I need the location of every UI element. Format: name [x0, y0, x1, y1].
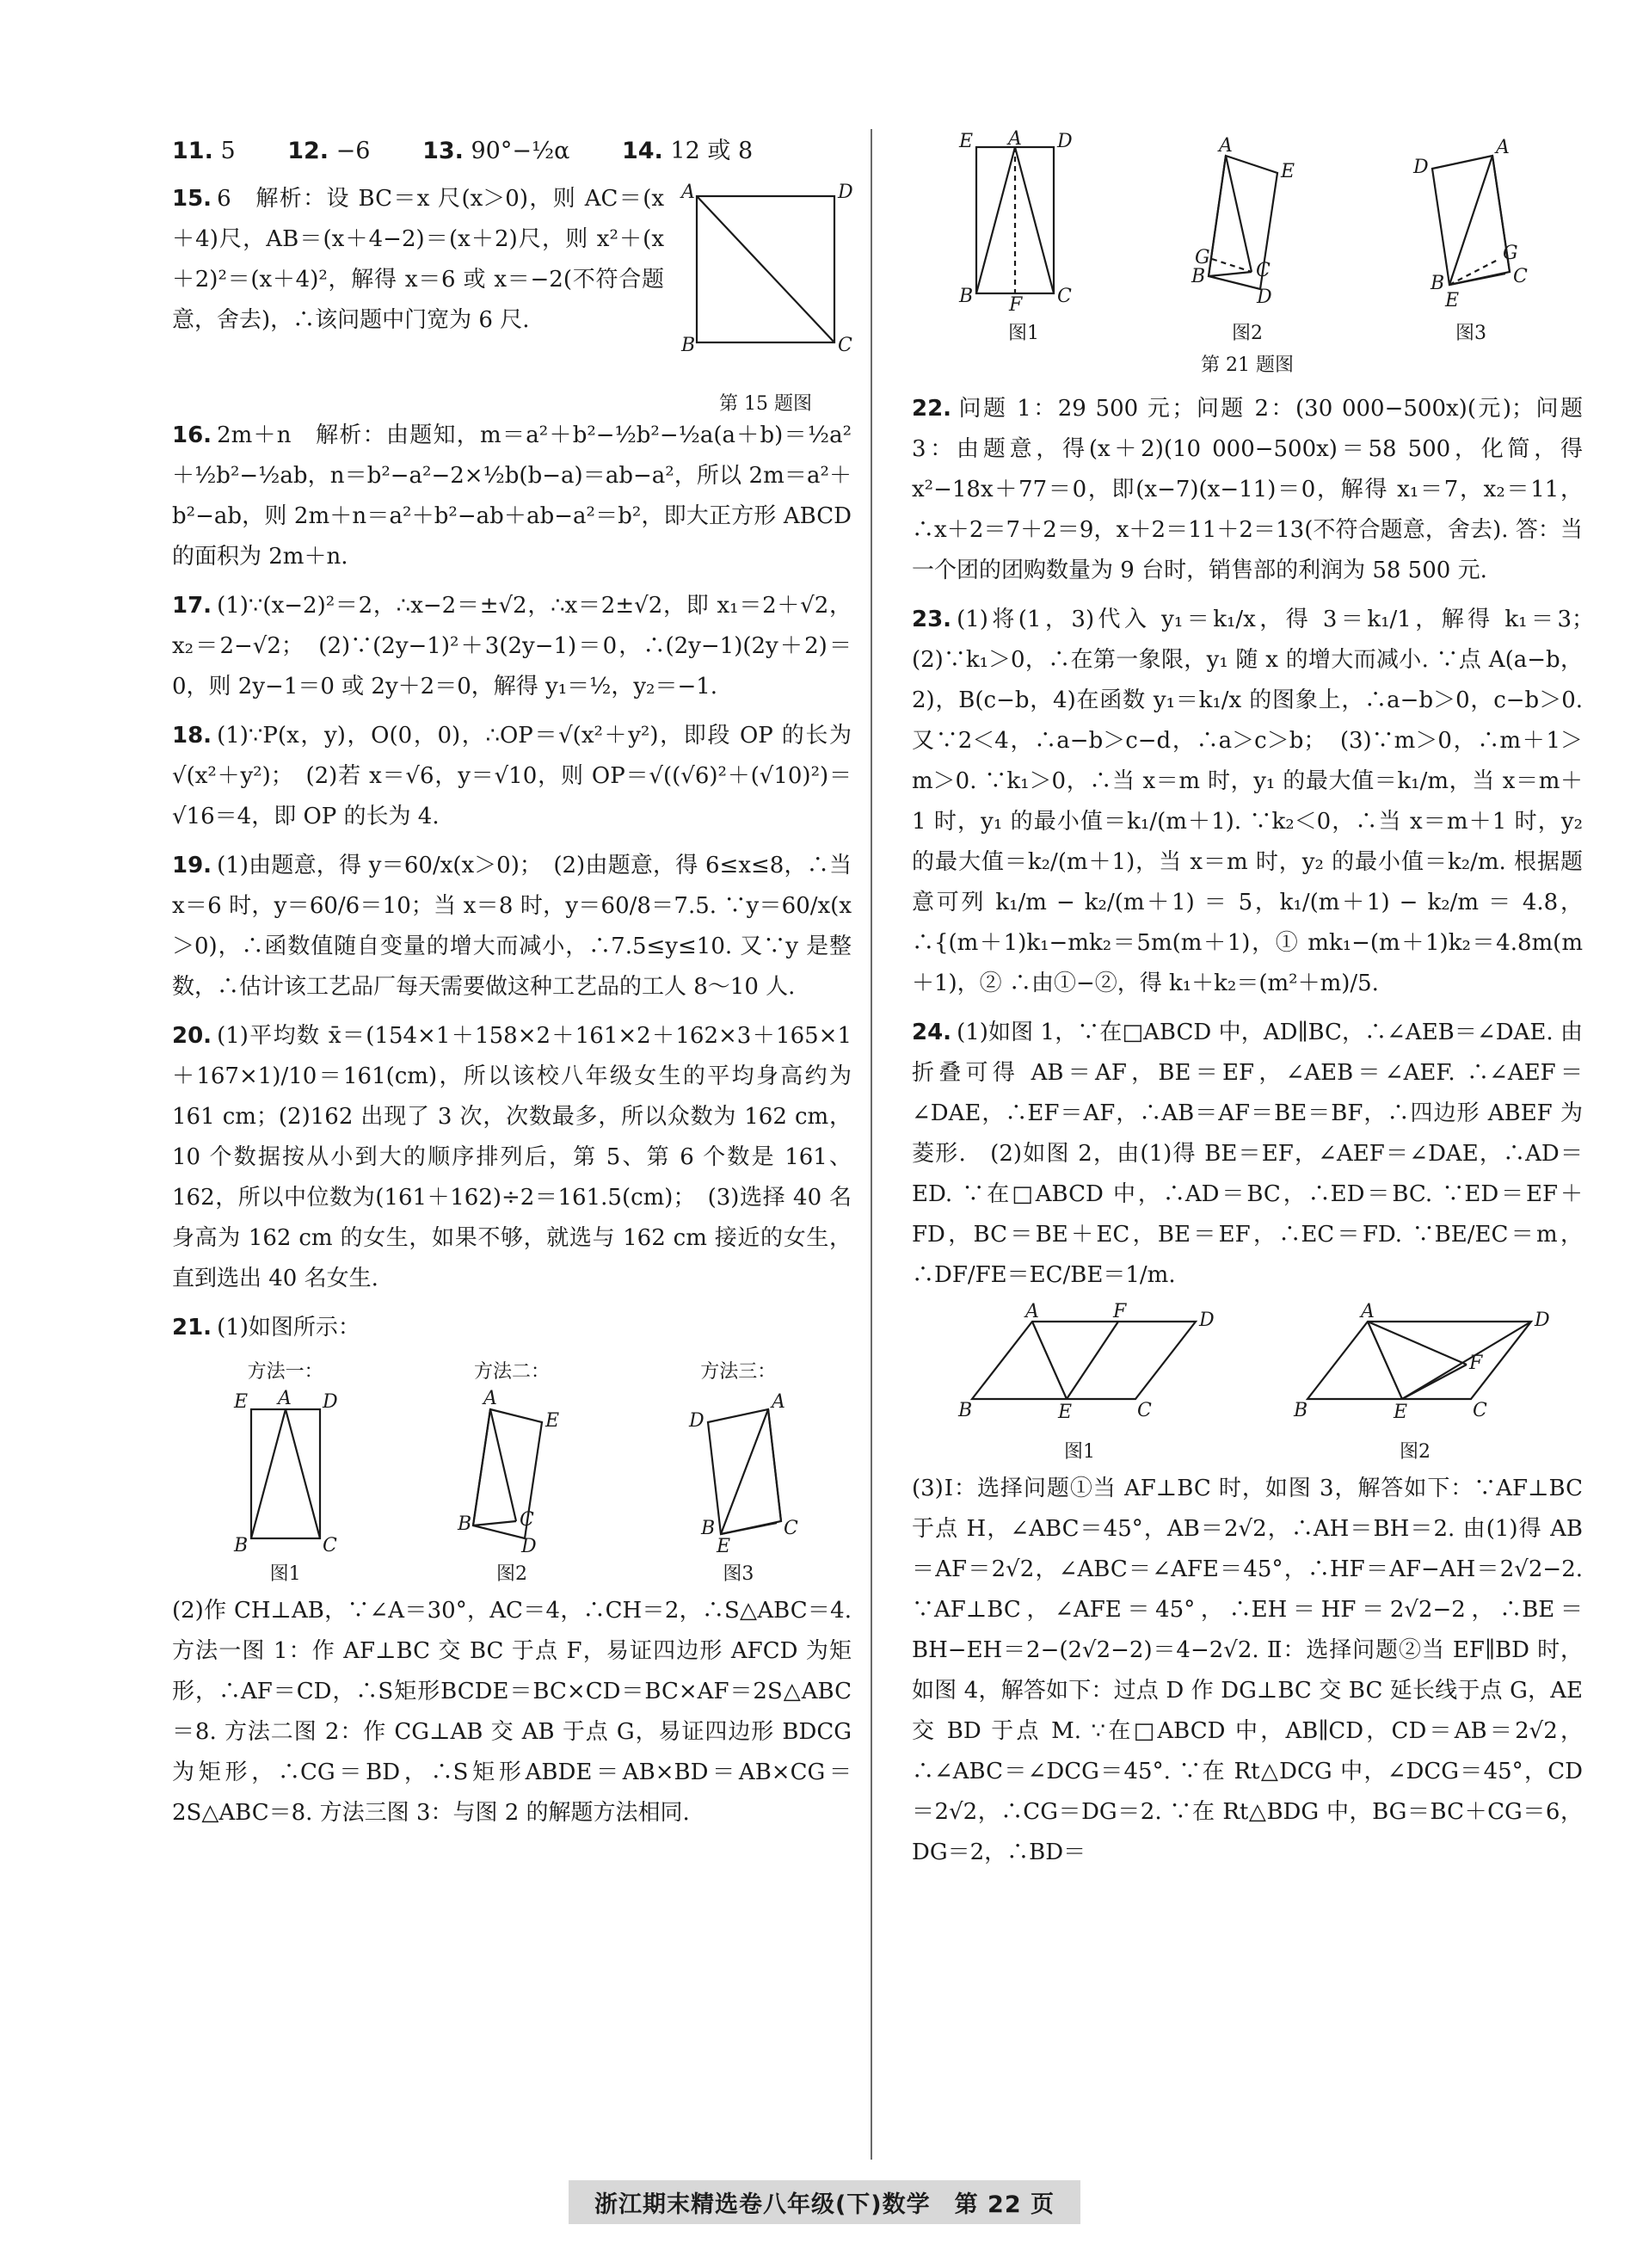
svg-text:E: E: [1281, 161, 1295, 182]
q21-intro: (1)如图所示：: [217, 1315, 360, 1340]
q16-text: 2m＋n 解析：由题知，m＝a²＋b²−½b²−½a(a＋b)＝½a²＋½b²−½ab，n＝b²−a²−2×½b(b−a)＝ab−a²，所以 2m＝a²＋b²−ab，则 2m＋n＝a²＋b²−ab＋ab−a²＝b²，即大正方形 ABCD 的面积为 2m＋n.: [172, 422, 852, 570]
svg-text:B: B: [958, 1400, 973, 1421]
q19-text: (1)由题意，得 y＝60/x(x＞0)； (2)由题意，得 6≤x≤8，∴当 x＝6 时，y＝60/6＝10；当 x＝8 时，y＝60/8＝7.5. ∵y＝60/x(x＞0)，∴函数值随自变量的增大而减小，∴7.5≤y≤10. 又∵y 是整数，∴估计该工艺品厂每天需要做这种工艺品的工人 8～10 人.: [172, 853, 852, 1000]
q21-method1: [230, 1357, 341, 1586]
svg-text:C: C: [1256, 260, 1271, 281]
q24-text2: (3)Ⅰ：选择问题①当 AF⊥BC 时，如图 3，解答如下：∵AF⊥BC 于点 H，∠ABC＝45°，AB＝2√2，∴AH＝BH＝2. 由(1)得 AB＝AF＝2√2，∠ABC＝∠AFE＝45°，∴HF＝AF−AH＝2√2−2. ∵AF⊥BC，∠AFE＝45°，∴EH＝HF＝2√2−2，∴BE＝BH−EH＝2−(2√2−2)＝4−2√2. Ⅱ：选择问题②当 EF∥BD 时，如图 4，解答如下：过点 D 作 DG⊥BC 交 BC 延长线于点 G，AE 交 BD 于点 M. ∵在□ABCD 中，AB∥CD，CD＝AB＝2√2，∴∠ABC＝∠DCG＝45°. ∵在 Rt△DCG 中，∠DCG＝45°，CD＝2√2，∴CG＝DG＝2. ∵在 Rt△BDG 中，BG＝BC＋CG＝6，DG＝2，∴BD＝: [912, 1476, 1583, 1865]
q21-method3-label: 方法三：: [700, 1361, 777, 1383]
q15-figure: [680, 179, 852, 416]
q24-fig1: [938, 1301, 1221, 1464]
svg-text:E: E: [1445, 290, 1460, 311]
q15-label-d: D: [838, 182, 853, 203]
q16-number: 16.: [172, 422, 212, 448]
q21-right-fig1-caption: 图1: [1008, 323, 1039, 344]
question-20: [172, 1016, 852, 1299]
svg-text:D: D: [1413, 157, 1429, 178]
svg-text:E: E: [959, 131, 974, 152]
q21-method1-diagram: [230, 1384, 341, 1556]
svg-text:B: B: [1294, 1400, 1308, 1421]
q15-number: 15.: [172, 186, 212, 212]
q21-right-fig2: [1174, 134, 1320, 345]
q12-answer: −6: [335, 138, 371, 164]
q24-fig1-diagram: [938, 1301, 1221, 1433]
question-21-part2: [172, 1591, 852, 1834]
q15-label-c: C: [838, 335, 852, 356]
q21-method2-diagram: [456, 1384, 568, 1556]
q17-number: 17.: [172, 593, 212, 619]
q21-fig2-caption: 图2: [495, 1563, 527, 1585]
page-footer: [0, 2180, 1649, 2224]
svg-text:C: C: [1473, 1400, 1487, 1421]
svg-text:A: A: [1025, 1301, 1039, 1322]
svg-text:B: B: [959, 286, 974, 307]
q21-right-fig1: [951, 128, 1097, 345]
svg-text:E: E: [233, 1391, 248, 1413]
q21-right-fig3: [1398, 134, 1544, 345]
q24-fig2-diagram: [1273, 1301, 1557, 1433]
q24-number: 24.: [912, 1020, 952, 1045]
svg-text:E: E: [1394, 1402, 1408, 1423]
q19-number: 19.: [172, 853, 212, 878]
q24-fig2: [1273, 1301, 1557, 1464]
q18-number: 18.: [172, 723, 212, 749]
q21-method2-label: 方法二：: [473, 1361, 550, 1383]
question-24-part3: [912, 1469, 1583, 1873]
q21-right-fig2-diagram: [1174, 134, 1320, 315]
svg-text:F: F: [1009, 294, 1023, 316]
svg-text:A: A: [772, 1391, 786, 1413]
q17-text: (1)∵(x−2)²＝2，∴x−2＝±√2，∴x＝2±√2，即 x₁＝2＋√2，x₂＝2−√2； (2)∵(2y−1)²＋3(2y−1)＝0，∴(2y−1)(2y＋2)＝0，则 2y−1＝0 或 2y＋2＝0，解得 y₁＝½，y₂＝−1.: [172, 593, 852, 700]
svg-text:C: C: [322, 1535, 337, 1556]
svg-text:A: A: [1496, 137, 1510, 158]
column-divider: [871, 129, 872, 2160]
svg-text:G: G: [1503, 243, 1518, 264]
q21-left-figures: [172, 1357, 852, 1586]
svg-text:E: E: [717, 1536, 731, 1557]
svg-text:C: C: [519, 1509, 534, 1531]
q23-text: (1)将(1，3)代入 y₁＝k₁/x，得 3＝k₁/1，解得 k₁＝3； (2)∵k₁＞0，∴在第一象限，y₁ 随 x 的增大而减小. ∵点 A(a−b，2)，B(c−b，4)在函数 y₁＝k₁/x 的图象上，∴a−b＞0，c−b＞0. 又∵2＜4，∴a−b＞c−d，∴a＞c＞b； (3)∵m＞0，∴m＋1＞m＞0. ∵k₁＞0，∴当 x＝m 时，y₁ 的最大值＝k₁/m，当 x＝m＋1 时，y₁ 的最小值＝k₁/(m＋1). ∵k₂＜0，∴当 x＝m＋1 时，y₂ 的最大值＝k₂/(m＋1)，当 x＝m 时，y₂ 的最小值＝k₂/m. 根据题意可列 k₁/m − k₂/(m＋1) ＝ 5，k₁/(m＋1) − k₂/m ＝ 4.8，∴{(m＋1)k₁−mk₂＝5m(m＋1)，① mk₁−(m＋1)k₂＝4.8m(m＋1)，② ∴由①−②，得 k₁＋k₂＝(m²＋m)/5.: [912, 607, 1606, 996]
q23-number: 23.: [912, 607, 952, 632]
q14-answer: 12 或 8: [670, 138, 754, 164]
svg-text:A: A: [1219, 135, 1233, 157]
q24-fig1-caption: 图1: [1064, 1441, 1095, 1463]
question-16: [172, 416, 852, 577]
svg-text:D: D: [520, 1536, 537, 1557]
svg-text:B: B: [701, 1518, 716, 1539]
q15-text: 6 解析：设 BC＝x 尺(x＞0)，则 AC＝(x＋4)尺，AB＝(x＋4−2)＝(x＋2)尺，则 x²＋(x＋2)²＝(x＋4)²，解得 x＝6 或 x＝−2(不符合题意，舍去)，∴该问题中门宽为 6 尺.: [172, 186, 664, 333]
svg-text:F: F: [1113, 1301, 1127, 1322]
q11-number: 11.: [172, 138, 213, 164]
question-23: [912, 600, 1606, 1004]
q21-method3-diagram: [682, 1384, 799, 1557]
question-22: [912, 389, 1583, 591]
svg-text:D: D: [1057, 131, 1073, 152]
q12-number: 12.: [287, 138, 329, 164]
q21-right-figures: [912, 128, 1583, 345]
question-15: [172, 179, 852, 416]
svg-text:F: F: [1469, 1353, 1483, 1374]
q11-answer: 5: [220, 138, 236, 164]
q21-right-fig1-diagram: [951, 128, 1097, 316]
q24-fig2-caption: 图2: [1400, 1441, 1431, 1463]
svg-text:E: E: [1058, 1402, 1073, 1423]
svg-text:D: D: [1535, 1310, 1550, 1331]
svg-text:C: C: [1057, 286, 1072, 307]
svg-text:A: A: [1008, 128, 1022, 150]
footer-text: 浙江期末精选卷八年级(下)数学 第 22 页: [569, 2180, 1080, 2224]
question-17: [172, 586, 852, 707]
q24-figures: [912, 1301, 1583, 1464]
q24-text: (1)如图 1，∵在□ABCD 中，AD∥BC，∴∠AEB＝∠DAE. 由折叠可得 AB＝AF，BE＝EF，∠AEB＝∠AEF. ∴∠AEF＝∠DAE，∴EF＝AF，∴AB＝AF＝BE＝BF，∴四边形 ABEF 为菱形. (2)如图 2，由(1)得 BE＝EF，∠AEF＝∠DAE，∴AD＝ED. ∵在□ABCD 中，∴AD＝BC，∴ED＝BC. ∵ED＝EF＋FD，BC＝BE＋EC，BE＝EF，∴EC＝FD. ∵BE/EC＝m，∴DF/FE＝EC/BE＝1/m.: [912, 1020, 1583, 1288]
left-column: [172, 129, 852, 1842]
q15-caption: 第 15 题图: [719, 393, 812, 415]
q21-fig1-caption: 图1: [269, 1563, 301, 1585]
svg-text:G: G: [1195, 247, 1210, 268]
svg-text:B: B: [1431, 273, 1445, 294]
svg-text:C: C: [1513, 266, 1528, 287]
question-19: [172, 846, 852, 1008]
svg-text:A: A: [277, 1388, 292, 1409]
svg-text:C: C: [784, 1518, 799, 1539]
q21-fig3-caption: 图3: [723, 1563, 754, 1585]
q22-number: 22.: [912, 396, 952, 422]
svg-text:D: D: [1199, 1310, 1215, 1331]
svg-text:B: B: [233, 1535, 248, 1556]
question-18: [172, 716, 852, 837]
q21-right-fig2-caption: 图2: [1232, 323, 1263, 344]
q21-number: 21.: [172, 1315, 212, 1340]
svg-text:D: D: [1257, 287, 1272, 308]
svg-text:A: A: [483, 1388, 497, 1409]
q21-method3: [682, 1357, 799, 1586]
q13-number: 13.: [422, 138, 464, 164]
svg-text:D: D: [322, 1391, 338, 1413]
svg-text:D: D: [689, 1410, 705, 1432]
q13-answer: 90°−½α: [471, 138, 570, 164]
q21-right-caption: 第 21 题图: [1201, 354, 1294, 376]
question-24: [912, 1013, 1583, 1296]
q22-text: 问题 1：29 500 元；问题 2：(30 000−500x)(元)；问题 3：由题意，得(x＋2)(10 000−500x)＝58 500，化简，得 x²−18x＋77＝0，即(x−7)(x−11)＝0，解得 x₁＝7，x₂＝11，∴x＋2＝7＋2＝9，x＋2＝11＋2＝13(不符合题意，舍去). 答：当一个团的团购数量为 9 台时，销售部的利润为 58 500 元.: [912, 396, 1583, 583]
q15-label-b: B: [681, 335, 696, 356]
right-column: [912, 128, 1606, 1882]
q15-label-a: A: [681, 182, 695, 203]
answers-11-14: [172, 129, 852, 174]
svg-text:B: B: [1191, 266, 1206, 287]
svg-text:B: B: [457, 1513, 472, 1535]
q18-text: (1)∵P(x，y)，O(0，0)，∴OP＝√(x²＋y²)，即段 OP 的长为 √(x²＋y²)； (2)若 x＝√6，y＝√10，则 OP＝√((√6)²＋(√10)²)＝√16＝4，即 OP 的长为 4.: [172, 723, 852, 829]
q20-number: 20.: [172, 1023, 212, 1049]
q14-number: 14.: [621, 138, 663, 164]
q21-right-fig3-caption: 图3: [1455, 323, 1486, 344]
svg-text:A: A: [1361, 1301, 1375, 1322]
q21-right-fig3-diagram: [1398, 134, 1544, 315]
question-21: [172, 1308, 852, 1348]
svg-text:E: E: [545, 1410, 560, 1432]
q20-text: (1)平均数 x̄＝(154×1＋158×2＋161×2＋162×3＋165×1＋167×1)/10＝161(cm)，所以该校八年级女生的平均身高约为 161 cm；(2)162 出现了 3 次，次数最多，所以众数为 162 cm，10 个数据按从小到大的顺序排列后，第 5、第 6 个数是 161、162，所以中位数为(161＋162)÷2＝161.5(cm)； (3)选择 40 名身高为 162 cm 的女生，如果不够，就选与 162 cm 接近的女生，直到选出 40 名女生.: [172, 1023, 852, 1291]
q21-method2: [456, 1357, 568, 1586]
svg-text:C: C: [1137, 1400, 1152, 1421]
q21-method1-label: 方法一：: [247, 1361, 323, 1383]
q15-diagram: [680, 179, 852, 385]
q21-text2: (2)作 CH⊥AB，∵∠A＝30°，AC＝4，∴CH＝2，∴S△ABC＝4. 方法一图 1：作 AF⊥BC 交 BC 于点 F，易证四边形 AFCD 为矩形，∴AF＝CD，∴S矩形BCDE＝BC×CD＝BC×AF＝2S△ABC＝8. 方法二图 2：作 CG⊥AB 交 AB 于点 G，易证四边形 BDCG 为矩形，∴CG＝BD，∴S矩形ABDE＝AB×BD＝AB×CG＝2S△ABC＝8. 方法三图 3：与图 2 的解题方法相同.: [172, 1598, 852, 1826]
